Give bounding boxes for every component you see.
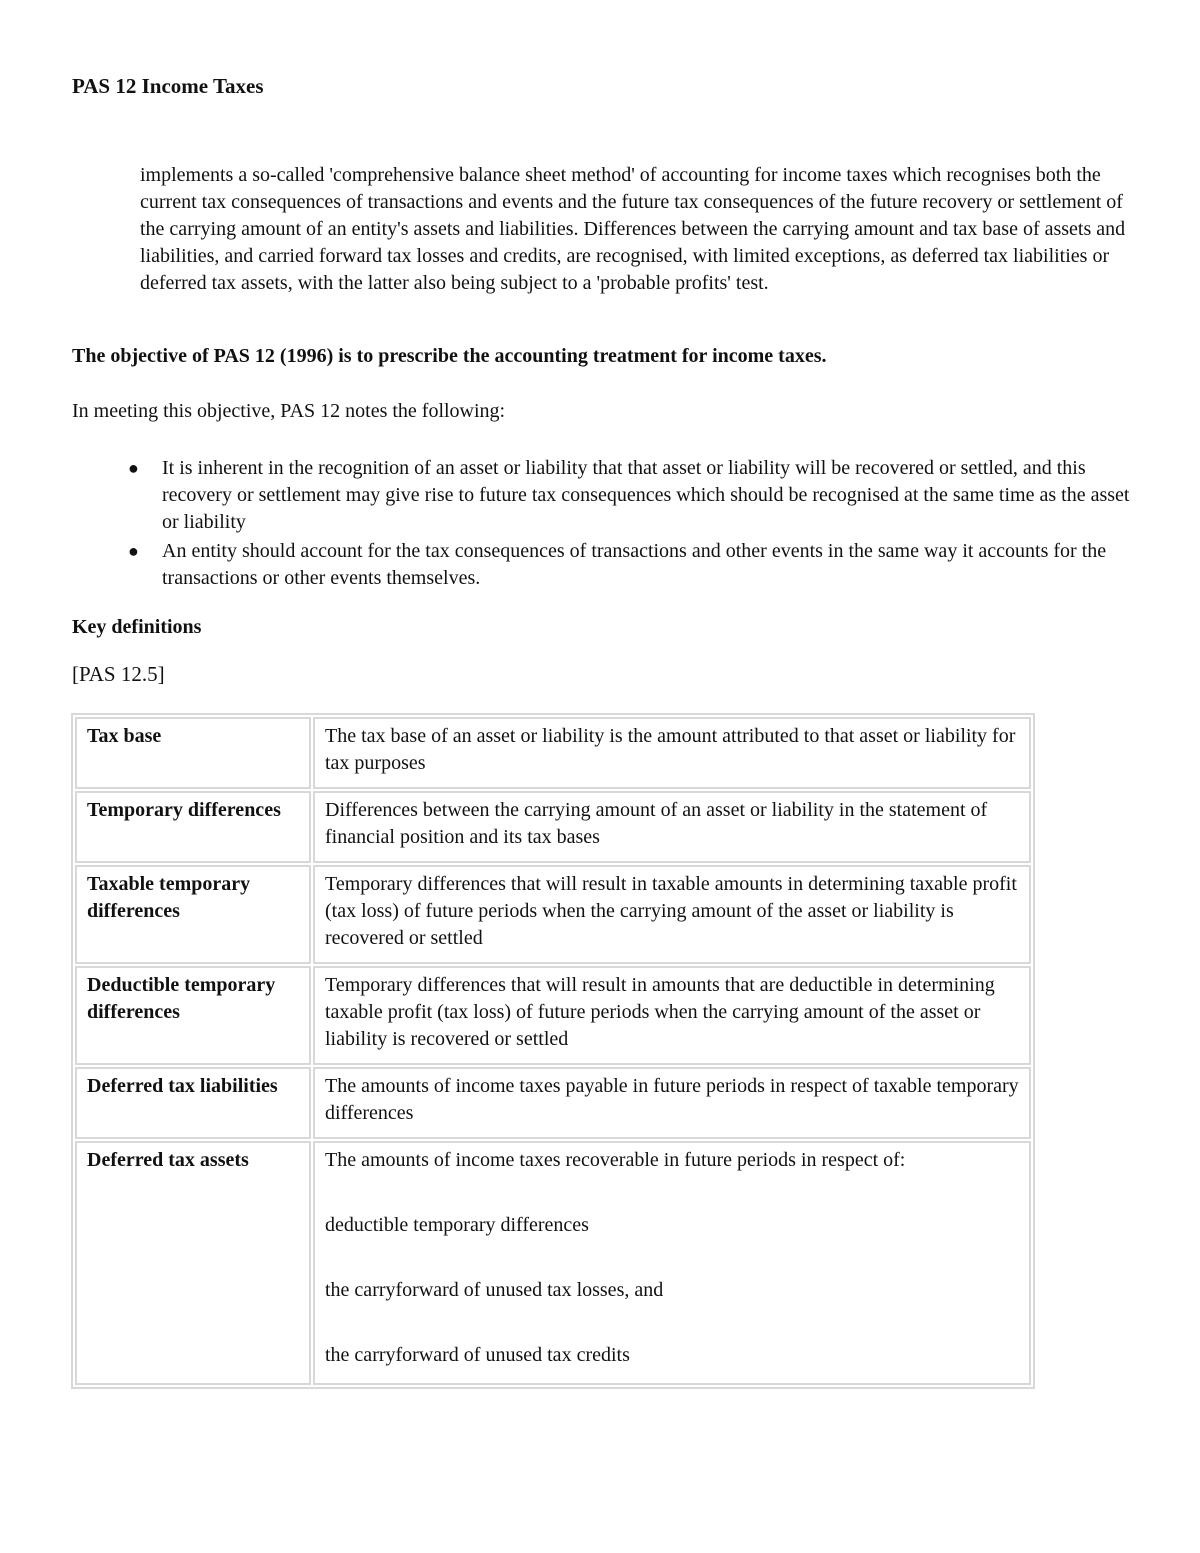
definition-subitem: the carryforward of unused tax losses, and xyxy=(325,1279,664,1301)
definition-term: Deferred tax assets xyxy=(75,1141,311,1385)
definition-cell xyxy=(313,1141,1031,1385)
bullet-text: An entity should account for the tax consequences of transactions and other events in the same way it accounts for the transactions or other events themselves. xyxy=(162,540,1107,589)
definition-term: Taxable temporary differences xyxy=(75,865,311,964)
document-title: PAS 12 Income Taxes xyxy=(72,74,264,98)
table-row xyxy=(75,1141,1031,1385)
bullet-icon: ● xyxy=(128,541,139,561)
table-row xyxy=(75,791,1031,863)
definition-term: Deferred tax liabilities xyxy=(75,1067,311,1139)
definition-text: Temporary differences that will result in taxable amounts in determining taxable profit (tax loss) of future periods when the carrying amount of the asset or liability is recovered or settled xyxy=(313,865,1031,964)
reference-label: [PAS 12.5] xyxy=(72,662,165,686)
objective-statement: The objective of PAS 12 (1996) is to prescribe the accounting treatment for income taxes. xyxy=(72,345,827,367)
list-item xyxy=(72,455,1132,536)
intro-paragraph: implements a so-called 'comprehensive balance sheet method' of accounting for income taxes which recognises both the current tax consequences of transactions and events and the future tax consequences of the future recovery or settlement of the carrying amount of an entity's assets and liabilities. Differences between the carrying amount and tax base of assets and liabilities, and carried forward tax losses and credits, are recognised, with limited exceptions, as deferred tax liabilities or deferred tax assets, with the latter also being subject to a 'probable profits' test. xyxy=(140,164,1126,294)
definition-text: Temporary differences that will result in amounts that are deductible in determining taxable profit (tax loss) of future periods when the carrying amount of the asset or liability is recovered or settled xyxy=(313,966,1031,1065)
definition-text: The tax base of an asset or liability is the amount attributed to that asset or liability for tax purposes xyxy=(313,717,1031,789)
list-item xyxy=(72,538,1132,592)
definitions-table xyxy=(71,713,1035,1389)
definition-term: Deductible temporary differences xyxy=(75,966,311,1065)
bullet-text: It is inherent in the recognition of an asset or liability that that asset or liability will be recovered or settled, and this recovery or settlement may give rise to future tax consequences which should be recognised at the same time as the asset or liability xyxy=(162,457,1130,533)
table-row xyxy=(75,1067,1031,1139)
table-row xyxy=(75,865,1031,964)
bullet-icon: ● xyxy=(128,458,139,478)
meeting-objective-text: In meeting this objective, PAS 12 notes the following: xyxy=(72,400,506,422)
definition-term: Temporary differences xyxy=(75,791,311,863)
table-row xyxy=(75,717,1031,789)
objective-bullet-list xyxy=(72,455,1132,594)
definition-text: Differences between the carrying amount of an asset or liability in the statement of financial position and its tax bases xyxy=(313,791,1031,863)
definition-subitem: deductible temporary differences xyxy=(325,1214,589,1236)
definition-text: The amounts of income taxes recoverable in future periods in respect of: xyxy=(325,1149,906,1171)
definition-text: The amounts of income taxes payable in future periods in respect of taxable temporary differences xyxy=(313,1067,1031,1139)
key-definitions-heading: Key definitions xyxy=(72,616,202,638)
definition-subitem: the carryforward of unused tax credits xyxy=(325,1344,630,1366)
table-row xyxy=(75,966,1031,1065)
definition-term: Tax base xyxy=(75,717,311,789)
